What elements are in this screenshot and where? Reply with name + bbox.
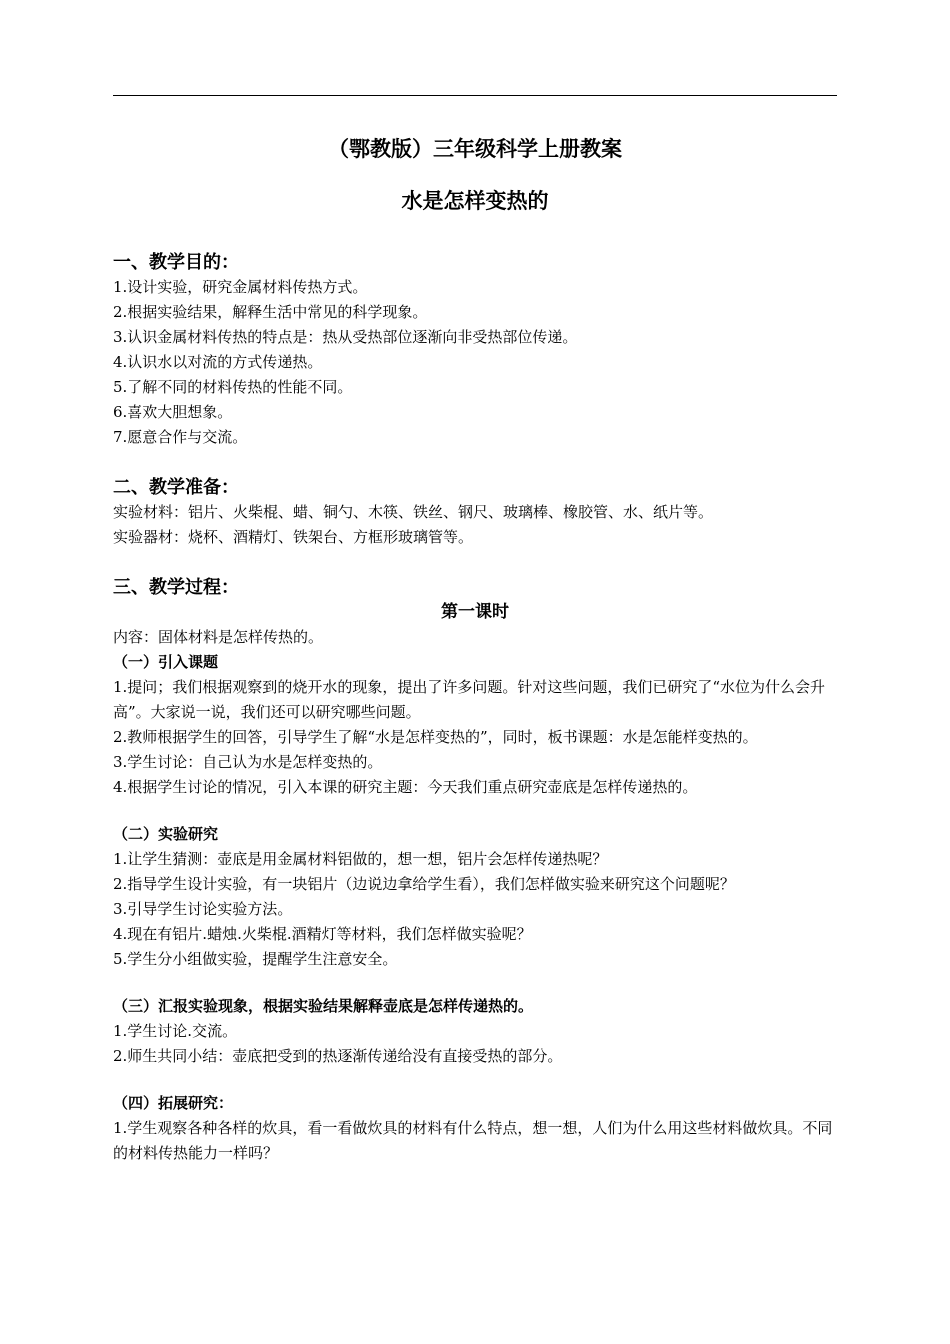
materials-line: 实验材料：铝片、火柴棍、蜡、铜勺、木筷、铁丝、钢尺、玻璃棒、橡胶管、水、纸片等。: [113, 503, 714, 521]
lesson-content: 内容：固体材料是怎样传热的。: [113, 628, 324, 646]
report-item: 2.师生共同小结：壶底把受到的热逐渐传递给没有直接受热的部分。: [113, 1047, 563, 1065]
document-page: [113, 120, 837, 1166]
experiment-item: 3.引导学生讨论实验方法。: [113, 900, 293, 918]
part-heading-intro: （一）引入课题: [113, 653, 219, 671]
part-heading-report: （三）汇报实验现象，根据实验结果解释壶底是怎样传递热的。: [113, 997, 534, 1015]
equipment-line: 实验器材：烧杯、酒精灯、铁架台、方框形玻璃管等。: [113, 528, 474, 546]
goal-item: 1.设计实验，研究金属材料传热方式。: [113, 278, 368, 296]
goal-item: 6.喜欢大胆想象。: [113, 403, 233, 421]
section-heading-process: 三、教学过程：: [113, 577, 239, 598]
document-subtitle: 水是怎样变热的: [401, 189, 549, 213]
goal-item: 7.愿意合作与交流。: [113, 428, 248, 446]
intro-item: 2.教师根据学生的回答，引导学生了解“水是怎样变热的”，同时，板书课题：水是怎能样变热的。: [113, 728, 758, 746]
part-heading-extension: （四）拓展研究：: [113, 1094, 234, 1112]
experiment-item: 4.现在有铝片.蜡烛.火柴棍.酒精灯等材料，我们怎样做实验呢？: [113, 925, 532, 943]
section-heading-preparation: 二、教学准备：: [113, 477, 239, 498]
goal-item: 3.认识金属材料传热的特点是：热从受热部位逐渐向非受热部位传递。: [113, 328, 578, 346]
report-item: 1.学生讨论.交流。: [113, 1022, 238, 1040]
goal-item: 5.了解不同的材料传热的性能不同。: [113, 378, 353, 396]
goal-item: 2.根据实验结果，解释生活中常见的科学现象。: [113, 303, 428, 321]
experiment-item: 5.学生分小组做实验，提醒学生注意安全。: [113, 950, 398, 968]
goal-item: 4.认识水以对流的方式传递热。: [113, 353, 323, 371]
intro-item: 1.提问；我们根据观察到的烧开水的现象，提出了许多问题。针对这些问题，我们已研究了“水位为什么会升高”。大家说一说，我们还可以研究哪些问题。: [113, 678, 825, 721]
experiment-item: 2.指导学生设计实验，有一块铝片（边说边拿给学生看），我们怎样做实验来研究这个问题呢？: [113, 875, 735, 893]
experiment-item: 1.让学生猜测：壶底是用金属材料铝做的，想一想，铝片会怎样传递热呢？: [113, 850, 608, 868]
intro-item: 4.根据学生讨论的情况，引入本课的研究主题：今天我们重点研究壶底是怎样传递热的。: [113, 778, 698, 796]
intro-item: 3.学生讨论：自己认为水是怎样变热的。: [113, 753, 383, 771]
document-title: （鄂教版）三年级科学上册教案: [328, 137, 622, 161]
extension-item: 1.学生观察各种各样的炊具，看一看做炊具的材料有什么特点，想一想，人们为什么用这些材料做炊具。不同的材料传热能力一样吗？: [113, 1119, 833, 1162]
part-heading-experiment: （二）实验研究: [113, 825, 219, 843]
lesson-title: 第一课时: [441, 602, 509, 622]
section-heading-goals: 一、教学目的：: [113, 252, 239, 273]
header-rule: [113, 95, 837, 96]
